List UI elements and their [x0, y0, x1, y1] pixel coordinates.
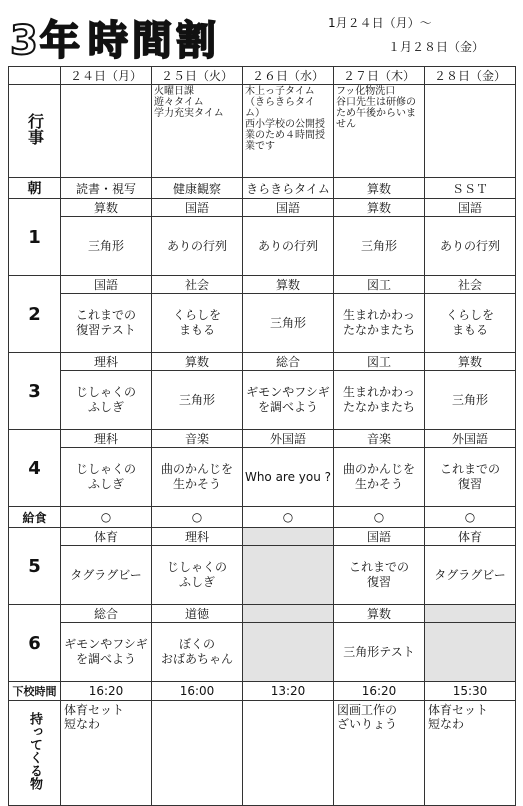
topic-cell — [243, 623, 334, 682]
subject-cell: 社会 — [152, 276, 243, 294]
row-label-period: 1 — [9, 199, 61, 276]
dismissal-cell: 13:20 — [243, 682, 334, 701]
topic-cell: ギモンやフシギ を調べよう — [243, 371, 334, 430]
row-label-period: 2 — [9, 276, 61, 353]
lunch-cell: ○ — [334, 507, 425, 528]
row-label-morning: 朝 — [9, 178, 61, 199]
topic-cell: じしゃくの ふしぎ — [152, 546, 243, 605]
subject-cell: 外国語 — [425, 430, 516, 448]
topic-cell — [425, 623, 516, 682]
bring-cell — [243, 701, 334, 806]
topic-cell: 三角形 — [61, 217, 152, 276]
subject-cell: 理科 — [61, 430, 152, 448]
day-header: ２８日（金） — [425, 67, 516, 85]
lunch-cell: ○ — [152, 507, 243, 528]
bring-cell: 図画工作の ざいりょう — [334, 701, 425, 806]
row-label-bring — [9, 701, 61, 806]
subject-cell: 国語 — [61, 276, 152, 294]
dismissal-cell: 16:20 — [61, 682, 152, 701]
subject-cell: 国語 — [152, 199, 243, 217]
period-topic-row — [9, 294, 516, 353]
topic-cell: 三角形 — [152, 371, 243, 430]
events-cell: 木上っ子タイム （きらきらタイム） 西小学校の公開授業のため４時間授業です — [243, 85, 334, 178]
dismissal-cell: 16:00 — [152, 682, 243, 701]
dismissal-row — [9, 682, 516, 701]
events-cell — [61, 85, 152, 178]
subject-cell: 外国語 — [243, 430, 334, 448]
row-label-period: 3 — [9, 353, 61, 430]
period-subject-row — [9, 276, 516, 294]
period-topic-row — [9, 371, 516, 430]
dismissal-cell: 15:30 — [425, 682, 516, 701]
subject-cell: 図工 — [334, 353, 425, 371]
period-subject-row — [9, 353, 516, 371]
topic-cell: 三角形 — [425, 371, 516, 430]
subject-cell: 算数 — [152, 353, 243, 371]
topic-cell: 生まれかわっ たなかまたち — [334, 371, 425, 430]
row-label-lunch: 給食 — [9, 507, 61, 528]
subject-cell — [425, 605, 516, 623]
bring-cell: 体育セット 短なわ — [61, 701, 152, 806]
day-header: ２４日（月） — [61, 67, 152, 85]
bring-cell — [152, 701, 243, 806]
topic-cell: くらしを まもる — [152, 294, 243, 353]
topic-cell: 曲のかんじを 生かそう — [334, 448, 425, 507]
subject-cell: 国語 — [425, 199, 516, 217]
subject-cell: 算数 — [334, 605, 425, 623]
topic-cell: ありの行列 — [152, 217, 243, 276]
topic-cell: ありの行列 — [243, 217, 334, 276]
subject-cell: 理科 — [61, 353, 152, 371]
period-topic-row — [9, 623, 516, 682]
subject-cell: 算数 — [61, 199, 152, 217]
header-row — [9, 67, 516, 85]
corner-cell — [9, 67, 61, 85]
topic-cell: 曲のかんじを 生かそう — [152, 448, 243, 507]
subject-cell: 音楽 — [334, 430, 425, 448]
day-header: ２７日（木） — [334, 67, 425, 85]
subject-cell: 図工 — [334, 276, 425, 294]
row-label-dismissal: 下校時間 — [9, 682, 61, 701]
date-range-end: １月２８日（金） — [388, 40, 485, 54]
lunch-cell: ○ — [243, 507, 334, 528]
subject-cell: 国語 — [334, 528, 425, 546]
morning-cell: 読書・視写 — [61, 178, 152, 199]
topic-cell: これまでの 復習テスト — [61, 294, 152, 353]
title-main: 時間割 — [87, 17, 220, 64]
period-topic-row — [9, 448, 516, 507]
topic-cell: じしゃくの ふしぎ — [61, 371, 152, 430]
title-grade: 3年 — [10, 17, 82, 64]
events-cell: フッ化物洗口 谷口先生は研修のため午後からいません — [334, 85, 425, 178]
timetable — [8, 66, 516, 806]
lunch-cell: ○ — [425, 507, 516, 528]
subject-cell: 算数 — [334, 199, 425, 217]
morning-cell: ＳＳＴ — [425, 178, 516, 199]
row-label-events-text: 行事 — [25, 112, 45, 145]
topic-cell: ギモンやフシギ を調べよう — [61, 623, 152, 682]
topic-cell: じしゃくの ふしぎ — [61, 448, 152, 507]
lunch-row — [9, 507, 516, 528]
bring-cell: 体育セット 短なわ — [425, 701, 516, 806]
period-subject-row — [9, 605, 516, 623]
row-label-events — [9, 85, 61, 178]
topic-cell: ありの行列 — [425, 217, 516, 276]
events-cell — [425, 85, 516, 178]
subject-cell: 総合 — [243, 353, 334, 371]
events-cell: 火曜日課 遊々タイム 学力充実タイム — [152, 85, 243, 178]
page-title — [10, 8, 220, 66]
subject-cell: 音楽 — [152, 430, 243, 448]
day-header: ２５日（火） — [152, 67, 243, 85]
subject-cell: 算数 — [243, 276, 334, 294]
topic-cell: Who are you ? — [243, 448, 334, 507]
morning-cell: 健康観察 — [152, 178, 243, 199]
topic-cell: 三角形 — [334, 217, 425, 276]
topic-cell: これまでの 復習 — [425, 448, 516, 507]
date-range-start: 1月２４日（月）～ — [328, 16, 432, 30]
topic-cell — [243, 546, 334, 605]
events-row — [9, 85, 516, 178]
subject-cell: 体育 — [61, 528, 152, 546]
bring-row — [9, 701, 516, 806]
morning-cell: 算数 — [334, 178, 425, 199]
topic-cell: これまでの 復習 — [334, 546, 425, 605]
topic-cell: ぼくの おばあちゃん — [152, 623, 243, 682]
period-topic-row — [9, 217, 516, 276]
subject-cell: 算数 — [425, 353, 516, 371]
period-subject-row — [9, 430, 516, 448]
topic-cell: 三角形 — [243, 294, 334, 353]
subject-cell: 理科 — [152, 528, 243, 546]
subject-cell: 総合 — [61, 605, 152, 623]
lunch-cell: ○ — [61, 507, 152, 528]
morning-row — [9, 178, 516, 199]
subject-cell: 国語 — [243, 199, 334, 217]
period-subject-row — [9, 528, 516, 546]
subject-cell — [243, 605, 334, 623]
row-label-period: 5 — [9, 528, 61, 605]
topic-cell: 生まれかわっ たなかまたち — [334, 294, 425, 353]
topic-cell: くらしを まもる — [425, 294, 516, 353]
subject-cell: 体育 — [425, 528, 516, 546]
dismissal-cell: 16:20 — [334, 682, 425, 701]
row-label-period: 6 — [9, 605, 61, 682]
period-subject-row — [9, 199, 516, 217]
row-label-bring-text: 持ってくる物 — [27, 712, 42, 790]
topic-cell: 三角形テスト — [334, 623, 425, 682]
subject-cell: 道徳 — [152, 605, 243, 623]
topic-cell: タグラグビー — [61, 546, 152, 605]
period-topic-row — [9, 546, 516, 605]
morning-cell: きらきらタイム — [243, 178, 334, 199]
day-header: ２６日（水） — [243, 67, 334, 85]
topic-cell: タグラグビー — [425, 546, 516, 605]
row-label-period: 4 — [9, 430, 61, 507]
subject-cell — [243, 528, 334, 546]
subject-cell: 社会 — [425, 276, 516, 294]
